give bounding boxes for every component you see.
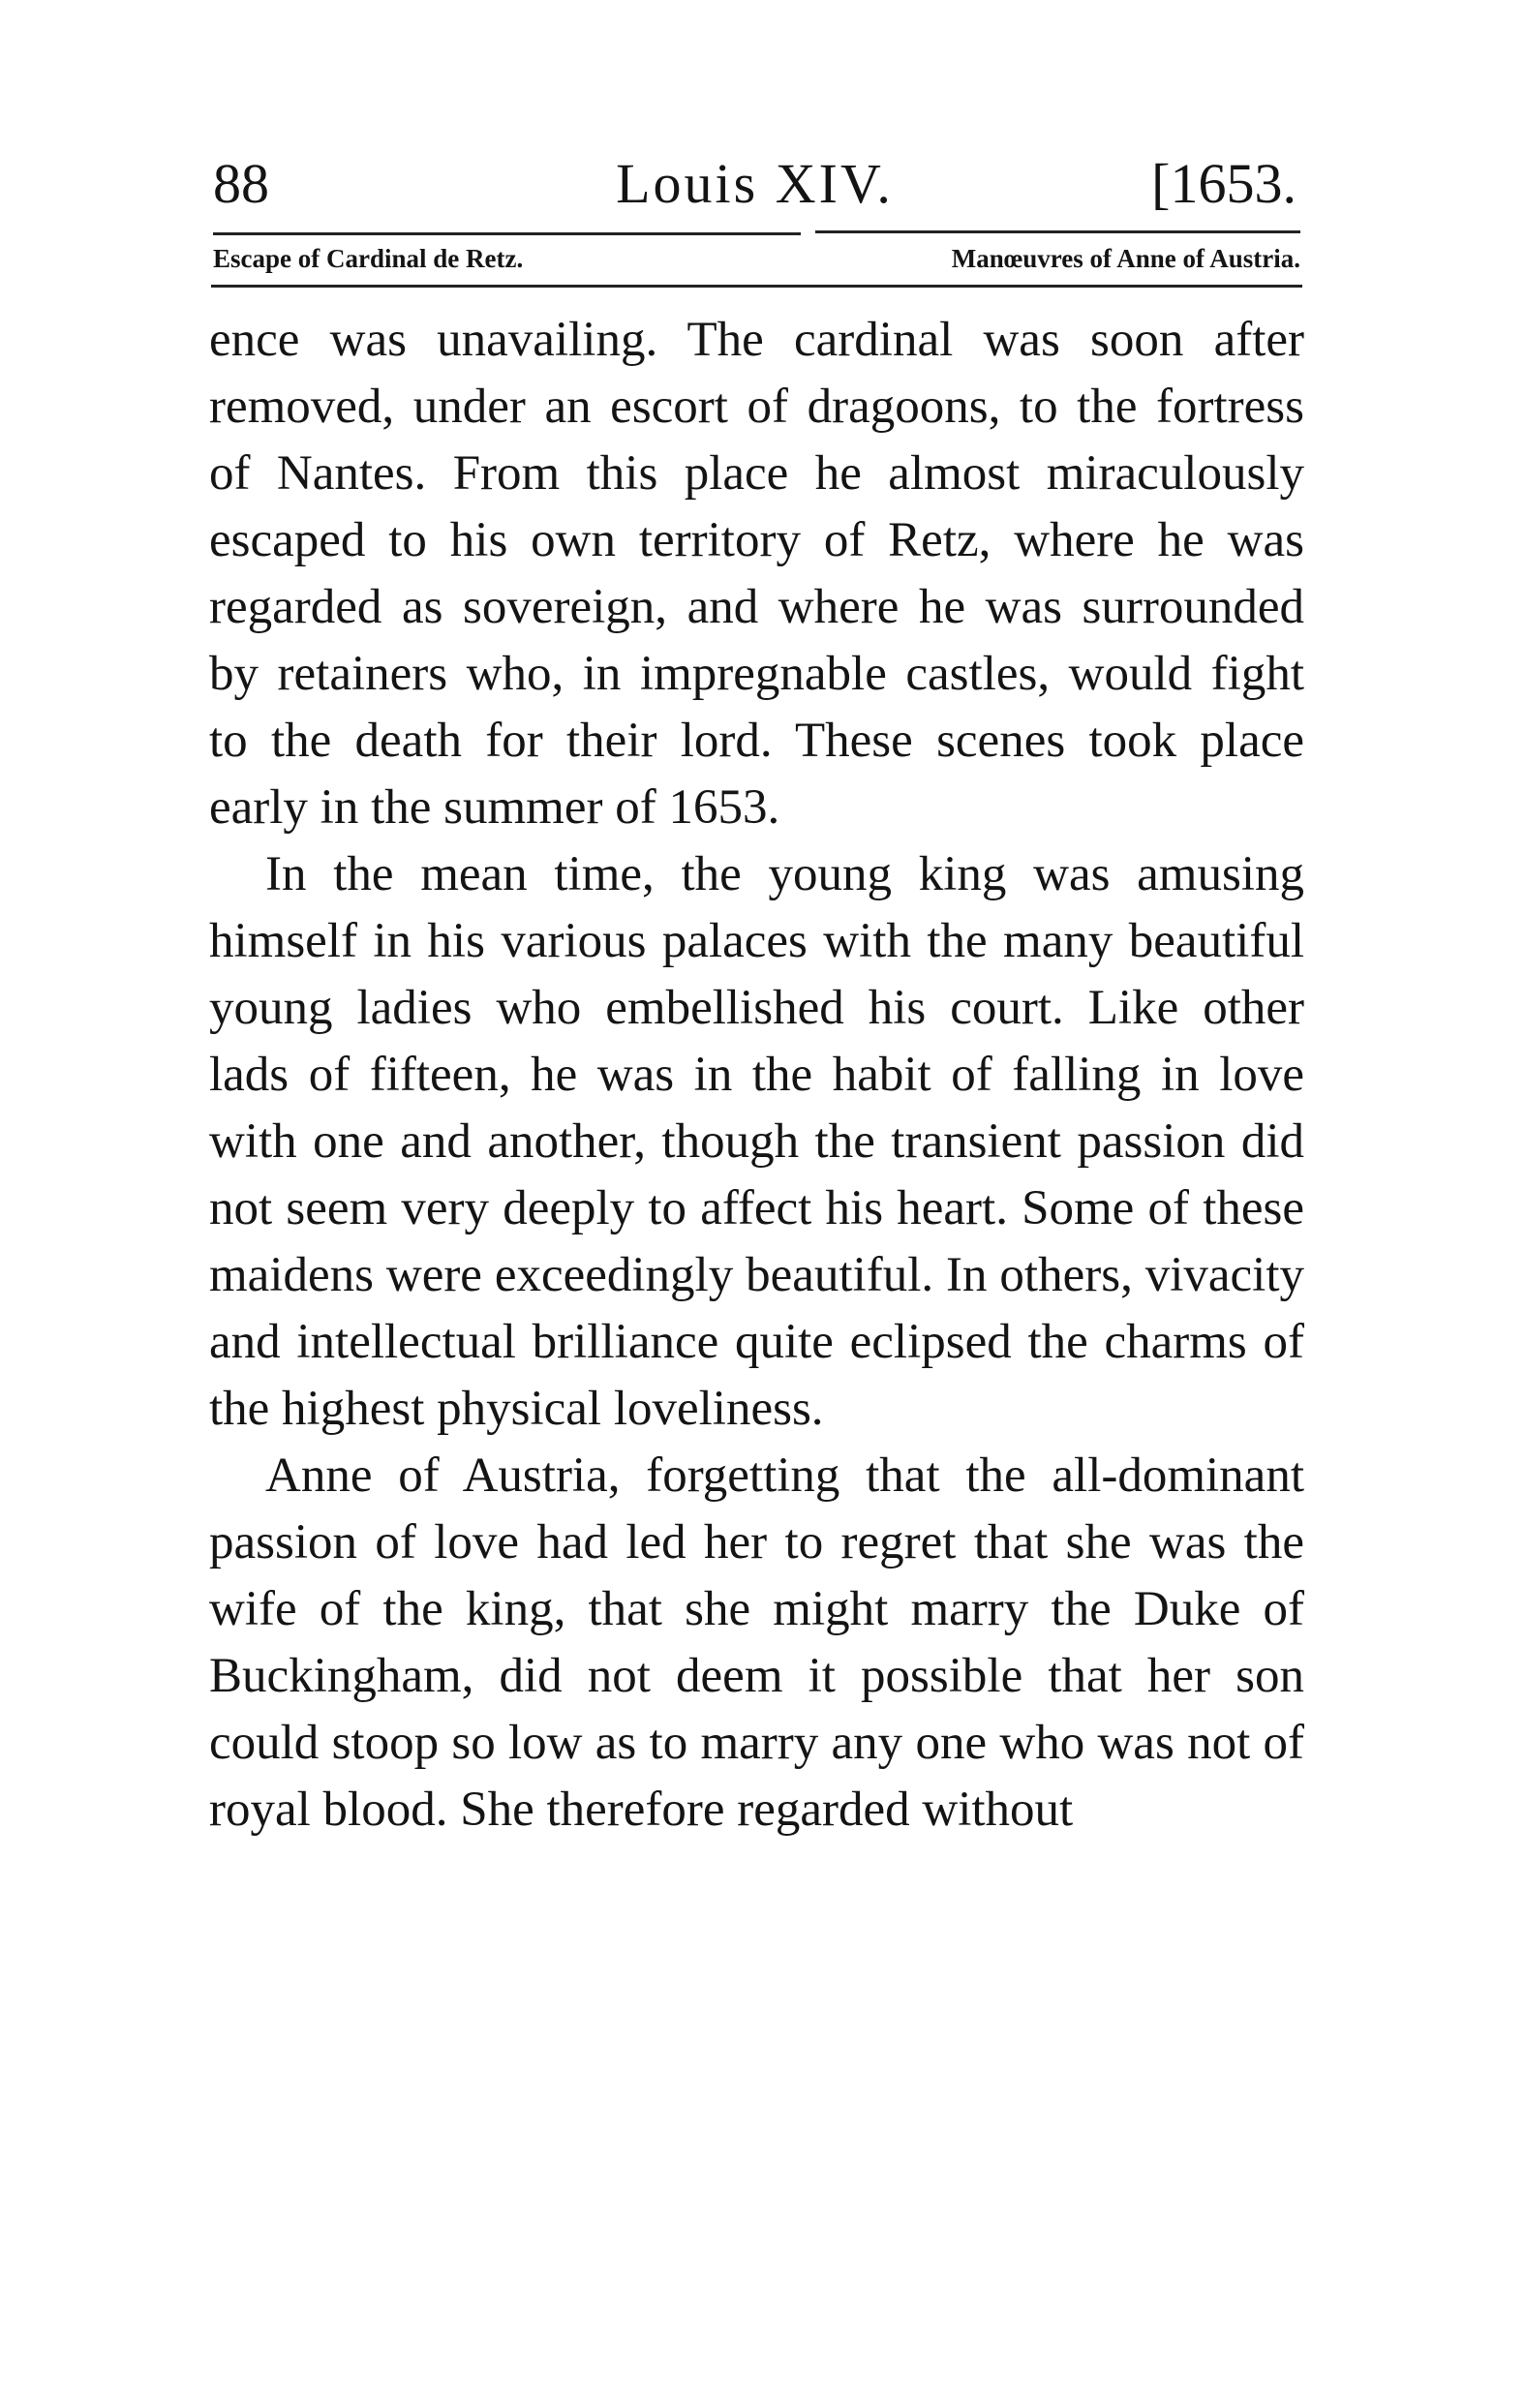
header-rule-right <box>815 230 1300 233</box>
running-title: Louis XIV. <box>616 152 894 215</box>
header-rule <box>205 227 1304 238</box>
body-text <box>205 307 1304 1844</box>
subheader-left: Escape of Cardinal de Retz. <box>213 244 524 273</box>
paragraph: In the mean time, the young king was amusing himself in his various palaces with the many beautiful young ladies who embellished his court. Like other lads of fifteen, he was in the habit of falling in love with one and another, though the transient passion did not seem very deeply to affect his heart. Some of these maidens were exceedingly beautiful. In others, vivacity and intellectual brilliance quite eclipsed the charms of the highest physical loveliness. <box>209 847 1304 1436</box>
page-number: 88 <box>213 152 269 215</box>
running-head <box>205 145 1304 223</box>
subheader-right: Manœuvres of Anne of Austria. <box>951 244 1300 273</box>
subheader-rule <box>211 285 1302 288</box>
section-subheader <box>205 238 1304 279</box>
header-rule-left <box>213 232 801 235</box>
book-page <box>205 145 1304 1844</box>
paragraph: Anne of Austria, forgetting that the all-dominant passion of love had led her to regret that she was the wife of the king, that she might marry the Duke of Buckingham, did not deem it possible that her son could stoop so low as to marry any one who was not of royal blood. She therefore regarded without <box>209 1448 1304 1837</box>
running-year: [1653. <box>1151 152 1296 215</box>
paragraph: ence was unavailing. The cardinal was soon after removed, under an escort of dragoons, to the fortress of Nantes. From this place he almost miraculously escaped to his own territory of Retz, where he was regarded as sovereign, and where he was surrounded by retainers who, in impregnable castles, would fight to the death for their lord. These scenes took place early in the summer of 1653. <box>209 313 1304 835</box>
